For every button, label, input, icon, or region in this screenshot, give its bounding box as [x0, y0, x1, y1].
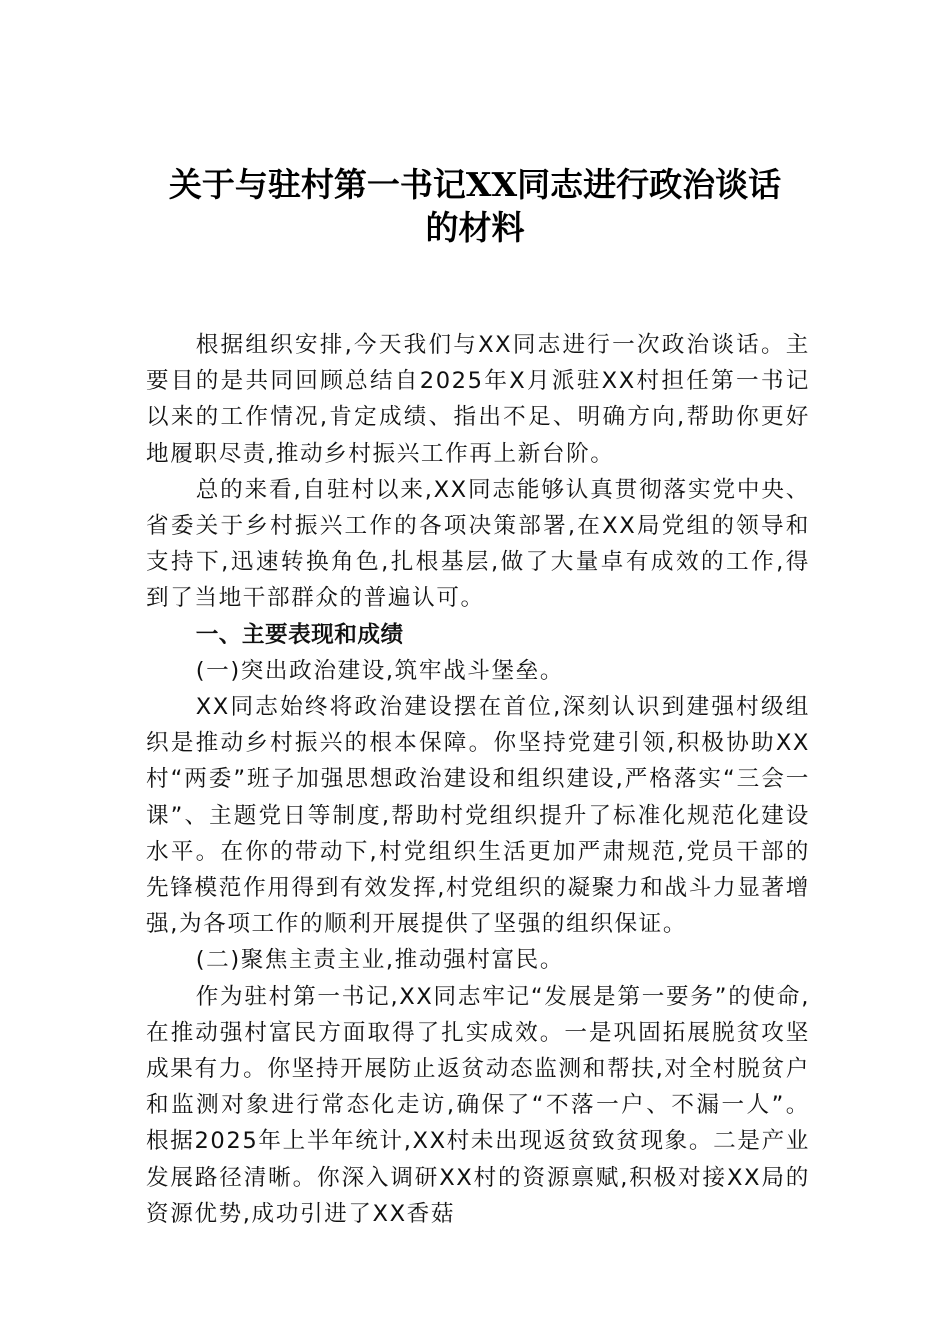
subsection-heading: (一)突出政治建设,筑牢战斗堡垒。 — [195, 657, 565, 684]
intro-paragraph: 根据组织安排,今天我们与XX同志进行一次政治谈话。主要目的是共同回顾总结自2025年X月派驻XX村担任第一书记以来的工作情况,肯定成绩、指出不足、明确方向,帮助你更好地履职尽责,推动乡村振兴工作再上新台阶。 — [146, 332, 810, 467]
document-body — [146, 327, 810, 1232]
subsection-paragraph: XX同志始终将政治建设摆在首位,深刻认识到建强村级组织是推动乡村振兴的根本保障。你坚持党建引领,积极协助XX村“两委”班子加强思想政治建设和组织建设,严格落实“三会一课”、主题党日等制度,帮助村党组织提升了标准化规范化建设水平。在你的带动下,村党组织生活更加严肃规范,党员干部的先锋模范作用得到有效发挥,村党组织的凝聚力和战斗力显著增强,为各项工作的顺利开展提供了坚强的组织保证。 — [146, 694, 810, 938]
subsection-heading: (二)聚焦主责主业,推动强村富民。 — [195, 947, 565, 974]
subsection-paragraph: 作为驻村第一书记,XX同志牢记“发展是第一要务”的使命,在推动强村富民方面取得了扎实成效。一是巩固拓展脱贫攻坚成果有力。你坚持开展防止返贫动态监测和帮扶,对全村脱贫户和监测对象进行常态化走访,确保了“不落一户、不漏一人”。根据2025年上半年统计,XX村未出现返贫致贫现象。二是产业发展路径清晰。你深入调研XX村的资源禀赋,积极对接XX局的资源优势,成功引进了XX香菇 — [146, 983, 810, 1227]
overview-paragraph: 总的来看,自驻村以来,XX同志能够认真贯彻落实党中央、省委关于乡村振兴工作的各项决策部署,在XX局党组的领导和支持下,迅速转换角色,扎根基层,做了大量卓有成效的工作,得到了当地干部群众的普遍认可。 — [146, 476, 810, 612]
document-title-line-2: 的材料 — [425, 208, 525, 247]
section-heading: 一、主要表现和成绩 — [195, 621, 404, 648]
document-title-line-1: 关于与驻村第一书记XX同志进行政治谈话 — [168, 165, 782, 204]
